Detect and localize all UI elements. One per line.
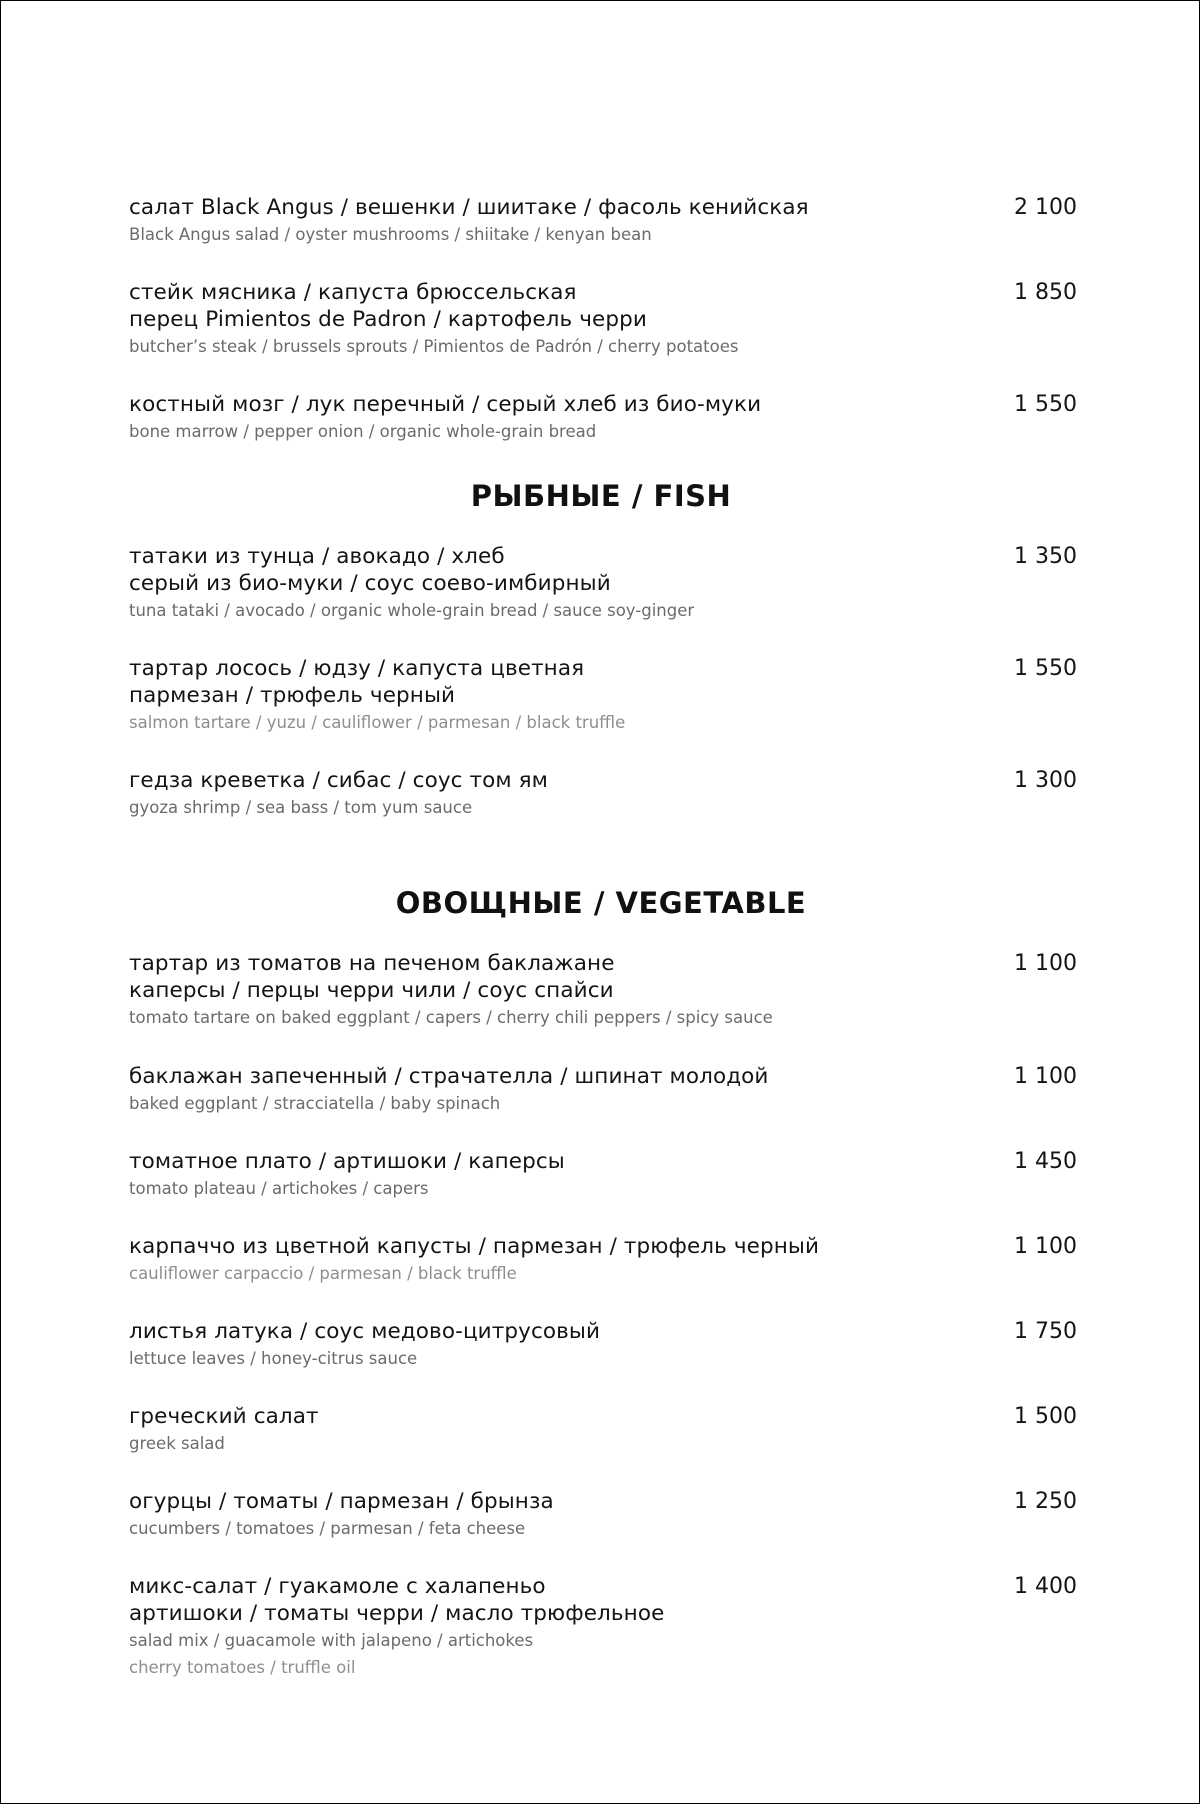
menu-item-gyoza-shrimp	[129, 767, 1077, 821]
dish-name-ru: листья латука / соус медово-цитрусовый	[129, 1319, 601, 1344]
menu-item-tomato-plateau	[129, 1148, 1077, 1202]
dish-name-en: cauliflower carpaccio / parmesan / black truffle	[129, 1264, 517, 1283]
dish-name-ru: пармезан / трюфель черный	[129, 683, 456, 708]
dish-name-ru: каперсы / перцы черри чили / соус спайси	[129, 978, 614, 1003]
dish-price: 1 300	[1014, 768, 1077, 793]
dish-name-ru: салат Black Angus / вешенки / шиитаке / фасоль кенийская	[129, 195, 809, 220]
dish-price: 1 550	[1014, 392, 1077, 417]
dish-name-en: greek salad	[129, 1434, 225, 1453]
dish-price: 1 100	[1014, 1234, 1077, 1259]
dish-name-ru: татаки из тунца / авокадо / хлеб	[129, 544, 505, 569]
menu-item-baked-eggplant	[129, 1063, 1077, 1117]
menu-item-butchers-steak	[129, 279, 1077, 360]
menu-item-black-angus-salad	[129, 194, 1077, 248]
menu-item-salad-mix	[129, 1573, 1077, 1681]
dish-price: 1 400	[1014, 1574, 1077, 1599]
dish-name-ru: баклажан запеченный / страчателла / шпинат молодой	[129, 1064, 769, 1089]
dish-name-ru: тартар лосось / юдзу / капуста цветная	[129, 656, 585, 681]
menu-item-bone-marrow	[129, 391, 1077, 445]
menu-item-lettuce-leaves	[129, 1318, 1077, 1372]
dish-name-ru: карпаччо из цветной капусты / пармезан / трюфель черный	[129, 1234, 820, 1259]
dish-price: 1 850	[1014, 280, 1077, 305]
dish-name-en: tomato tartare on baked eggplant / capers / cherry chili peppers / spicy sauce	[129, 1008, 773, 1027]
dish-name-ru: костный мозг / лук перечный / серый хлеб из био-муки	[129, 392, 762, 417]
dish-name-en: baked eggplant / stracciatella / baby spinach	[129, 1094, 501, 1113]
dish-name-ru: огурцы / томаты / пармезан / брынза	[129, 1489, 554, 1514]
dish-price: 1 450	[1014, 1149, 1077, 1174]
dish-name-ru: гедза креветка / сибас / соус том ям	[129, 768, 548, 793]
dish-price: 1 250	[1014, 1489, 1077, 1514]
dish-price: 1 100	[1014, 1064, 1077, 1089]
dish-price: 1 500	[1014, 1404, 1077, 1429]
dish-price: 1 350	[1014, 544, 1077, 569]
dish-price: 2 100	[1014, 195, 1077, 220]
menu-item-tomato-tartare	[129, 950, 1077, 1031]
menu-item-greek-salad	[129, 1403, 1077, 1457]
dish-name-en: cucumbers / tomatoes / parmesan / feta cheese	[129, 1519, 526, 1538]
dish-name-en: Black Angus salad / oyster mushrooms / shiitake / kenyan bean	[129, 225, 652, 244]
section-title-vegetable: ОВОЩНЫЕ / VEGETABLE	[395, 886, 807, 920]
dish-name-en: tomato plateau / artichokes / capers	[129, 1179, 429, 1198]
dish-name-ru: артишоки / томаты черри / масло трюфельное	[129, 1601, 665, 1626]
dish-name-en: lettuce leaves / honey-citrus sauce	[129, 1349, 418, 1368]
dish-name-en: butcher’s steak / brussels sprouts / Pimientos de Padrón / cherry potatoes	[129, 337, 739, 356]
dish-name-en: gyoza shrimp / sea bass / tom yum sauce	[129, 798, 473, 817]
dish-name-en: salmon tartare / yuzu / cauliflower / parmesan / black truffle	[129, 713, 626, 732]
dish-name-en: bone marrow / pepper onion / organic whole-grain bread	[129, 422, 597, 441]
dish-name-ru: томатное плато / артишоки / каперсы	[129, 1149, 565, 1174]
dish-price: 1 750	[1014, 1319, 1077, 1344]
dish-name-en: cherry tomatoes / truffle oil	[129, 1658, 356, 1677]
dish-name-ru: греческий салат	[129, 1404, 319, 1429]
dish-name-ru: перец Pimientos de Padron / картофель черри	[129, 307, 647, 332]
dish-name-en: salad mix / guacamole with jalapeno / artichokes	[129, 1631, 534, 1650]
menu-item-cauliflower-carpaccio	[129, 1233, 1077, 1287]
dish-price: 1 100	[1014, 951, 1077, 976]
dish-name-ru: тартар из томатов на печеном баклажане	[129, 951, 615, 976]
menu-item-tuna-tataki	[129, 543, 1077, 624]
dish-name-ru: стейк мясника / капуста брюссельская	[129, 280, 577, 305]
dish-price: 1 550	[1014, 656, 1077, 681]
menu-item-cucumbers-tomatoes	[129, 1488, 1077, 1542]
section-title-fish: РЫБНЫЕ / FISH	[470, 479, 732, 513]
dish-name-en: tuna tataki / avocado / organic whole-grain bread / sauce soy-ginger	[129, 601, 695, 620]
menu-item-salmon-tartare	[129, 655, 1077, 736]
dish-name-ru: микс-салат / гуакамоле с халапеньо	[129, 1574, 546, 1599]
dish-name-ru: серый из био-муки / соус соево-имбирный	[129, 571, 611, 596]
